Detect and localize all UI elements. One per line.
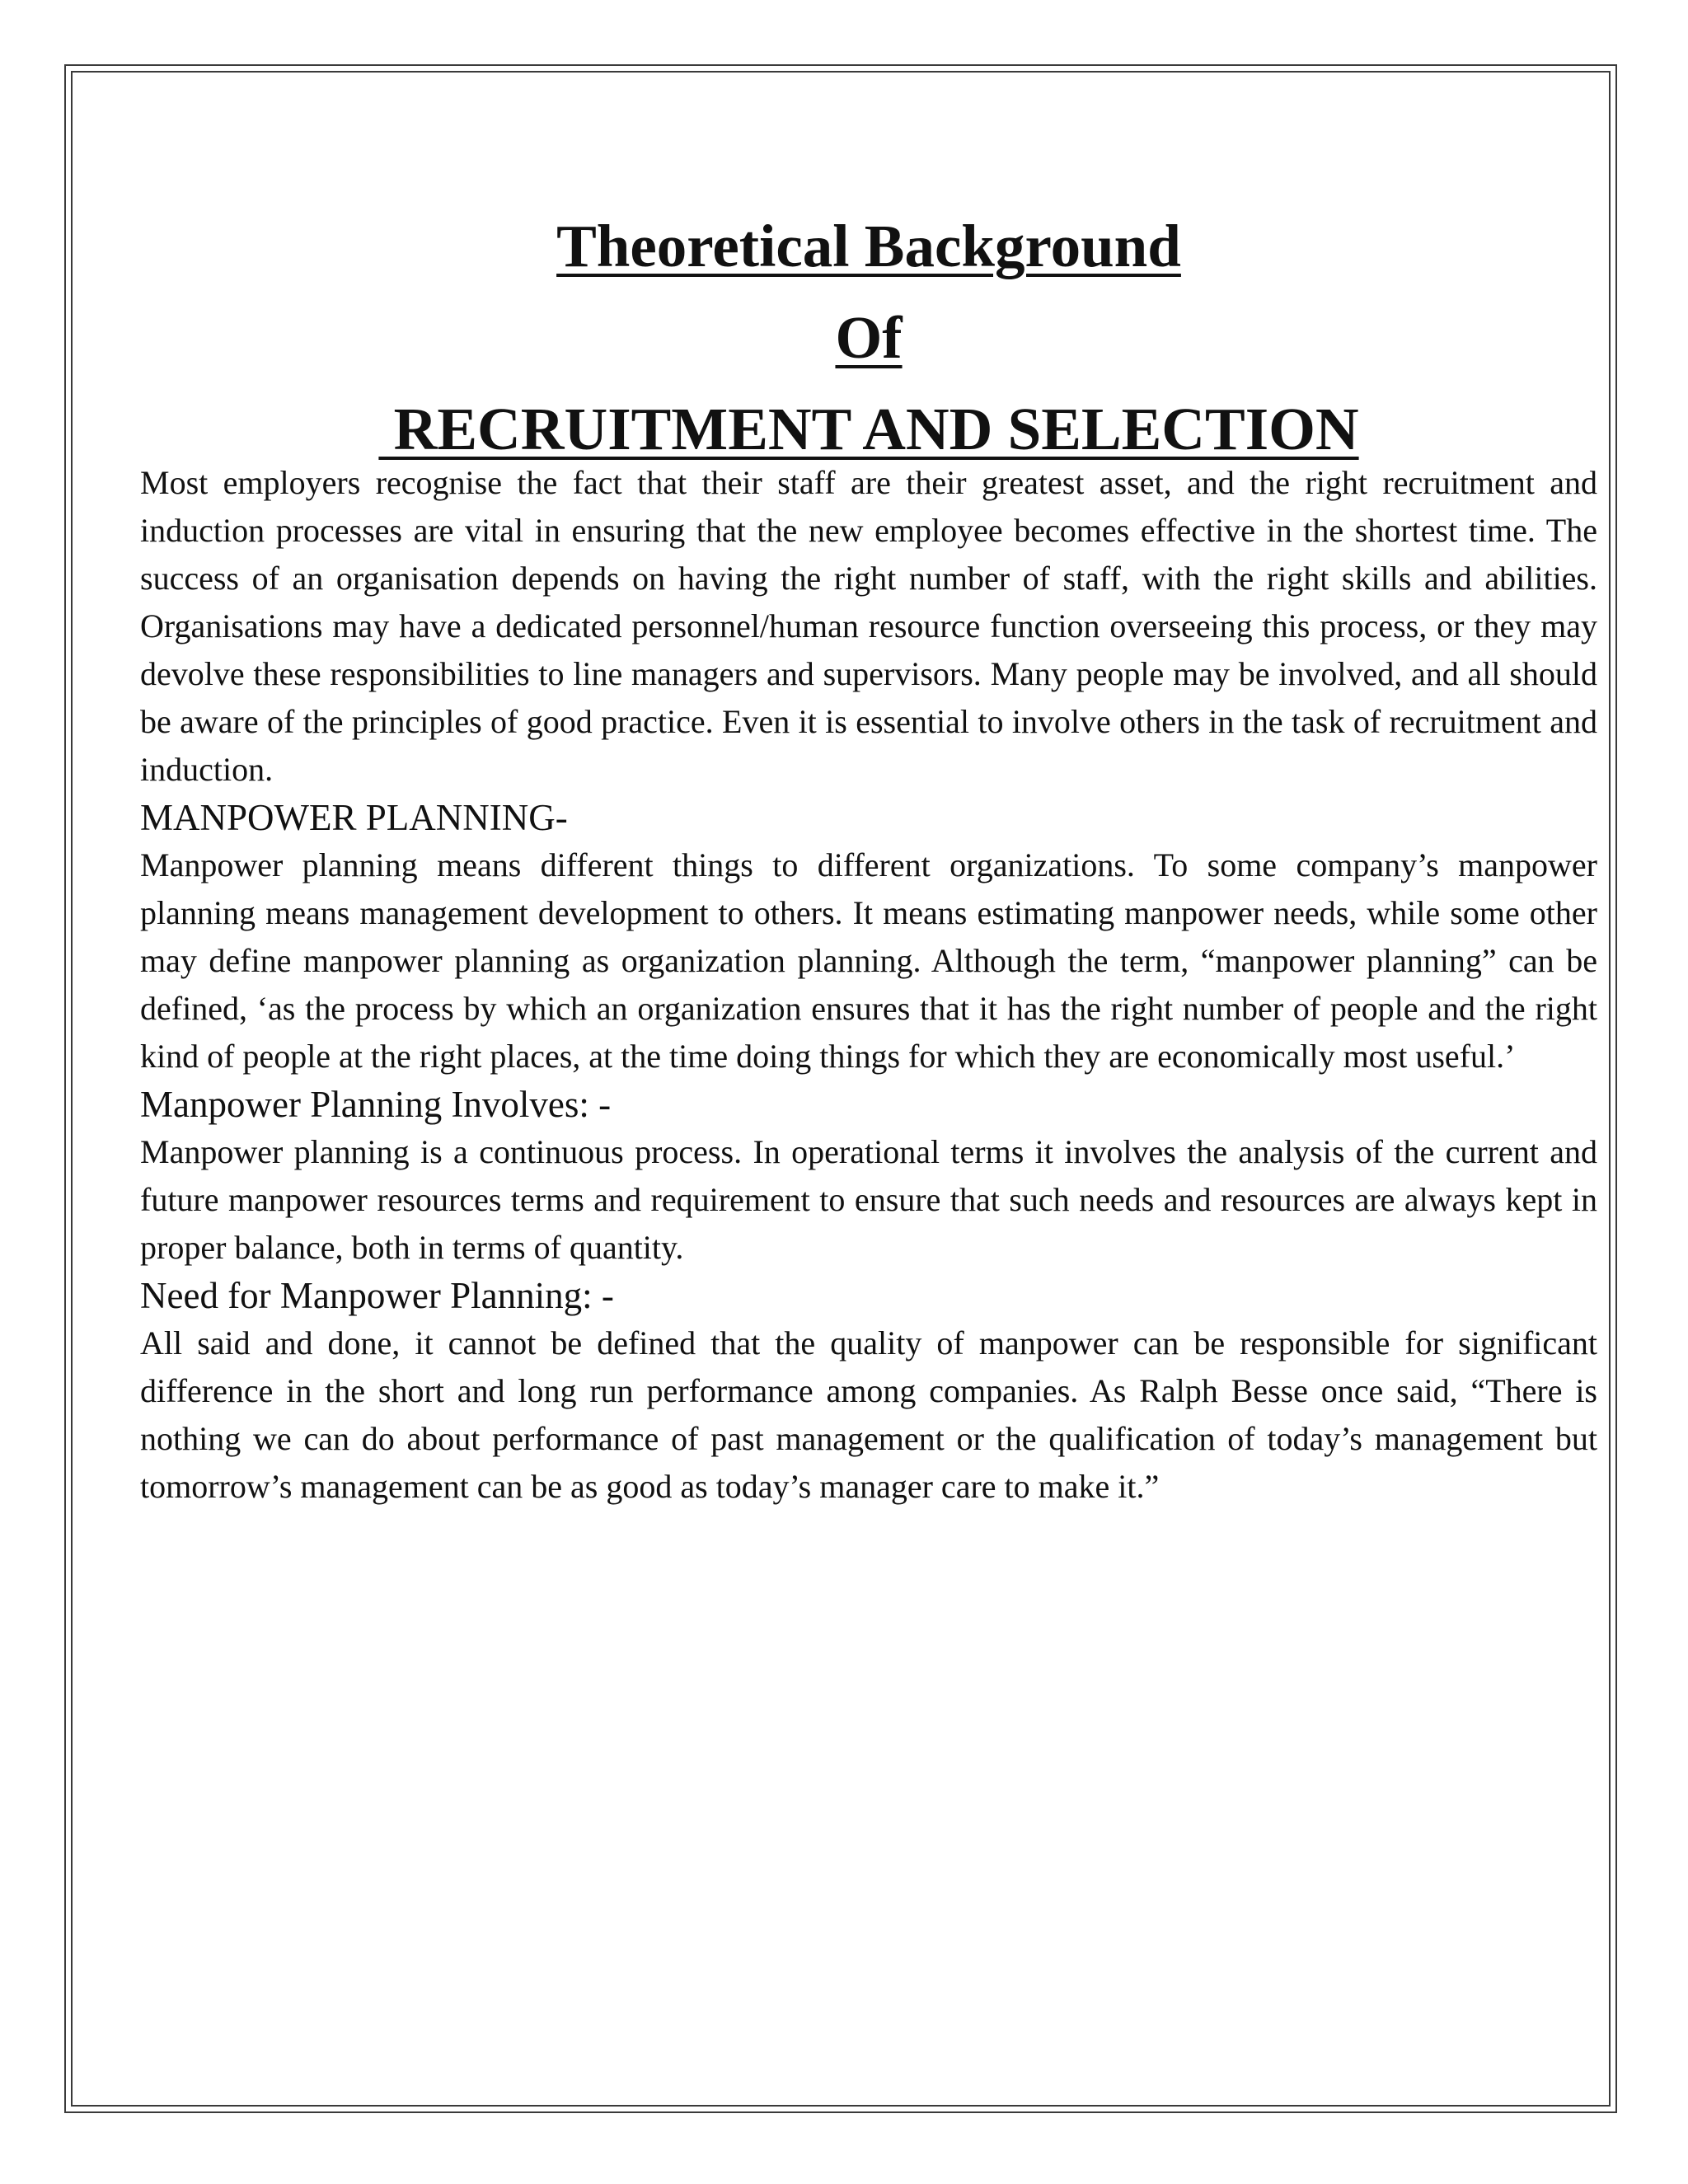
document-body <box>140 198 1597 1511</box>
planning-involves-heading: Manpower Planning Involves: - <box>140 1084 612 1125</box>
title-line-2: Of <box>835 304 903 371</box>
title-line-3: RECRUITMENT AND SELECTION <box>378 396 1359 462</box>
need-for-planning-paragraph: All said and done, it cannot be defined that the quality of manpower can be responsible for significant difference in the short and long run performance among companies. As Ralph Besse once said, “There is nothing we can do about performance of past management or the qualification of today’s management but tomorrow’s management can be as good as today’s manager care to make it.” <box>140 1324 1597 1505</box>
manpower-planning-paragraph: Manpower planning means different things to different organizations. To some company’s manpower planning means management development to others. It means estimating manpower needs, while some other may define manpower planning as organization planning. Although the term, “manpower planning” can be defined, ‘as the process by which an organization ensures that it has the right number of people and the right kind of people at the right places, at the time doing things for which they are economically most useful.’ <box>140 846 1597 1075</box>
manpower-planning-heading: MANPOWER PLANNING- <box>140 797 568 838</box>
planning-involves-paragraph: Manpower planning is a continuous process. In operational terms it involves the analysis of the current and future manpower resources terms and requirement to ensure that such needs and resources are always kept in proper balance, both in terms of quantity. <box>140 1133 1597 1266</box>
need-for-planning-heading: Need for Manpower Planning: - <box>140 1275 614 1316</box>
title-line-1: Theoretical Background <box>556 213 1181 279</box>
intro-paragraph: Most employers recognise the fact that their staff are their greatest asset, and the right recruitment and induction processes are vital in ensuring that the new employee becomes effective in the shortest time. The success of an organisation depends on having the right number of staff, with the right skills and abilities. Organisations may have a dedicated personnel/human resource function overseeing this process, or they may devolve these responsibilities to line managers and supervisors. Many people may be involved, and all should be aware of the principles of good practice. Even it is essential to involve others in the task of recruitment and induction. <box>140 464 1597 788</box>
